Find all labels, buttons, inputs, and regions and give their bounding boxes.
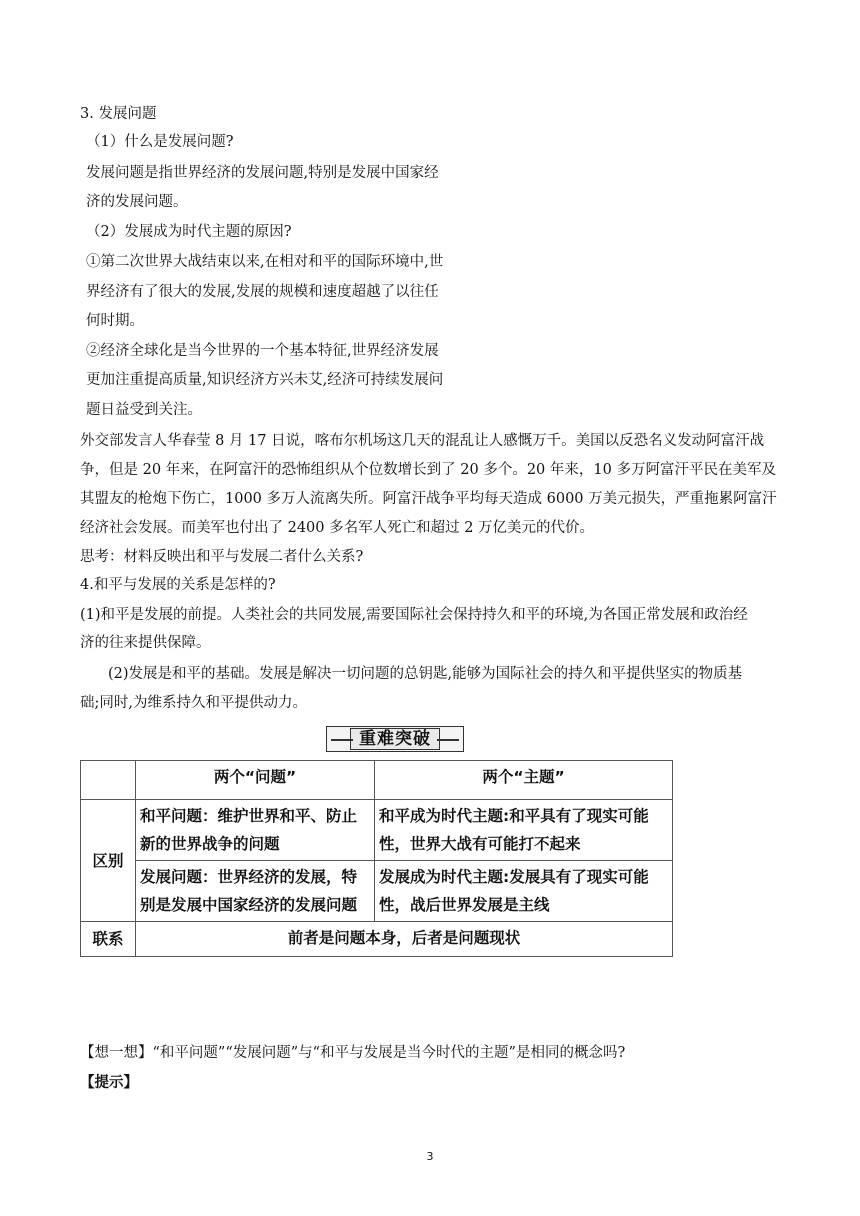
relation-title: 4.和平与发展的关系是怎样的? (80, 577, 276, 593)
point-2-line-2: 更加注重提高质量,知识经济方兴未艾,经济可持续发展问 (86, 372, 444, 388)
material-line-1: 外交部发言人华春莹 8 月 17 日说，喀布尔机场这几天的混乱让人感慨万千。美国以反恐名义发动阿富汗战 (80, 433, 765, 449)
point-1-line-2: 界经济有了很大的发展,发展的规模和速度超越了以往任 (86, 284, 439, 300)
relation-p1-line-1: (1)和平是发展的前提。人类社会的共同发展,需要国际社会保持持久和平的环境,为各国正常发展和政治经 (80, 607, 748, 623)
comparison-table (80, 760, 673, 957)
banner-right-rule (437, 739, 459, 741)
table-row (81, 800, 673, 861)
question-2: （2）发展成为时代主题的原因? (86, 224, 292, 240)
material-line-3: 其盟友的枪炮下伤亡，1000 多万人流离失所。阿富汗战争平均每天造成 6000 万美元损失，严重拖累阿富汗 (80, 491, 777, 507)
table-row (81, 922, 673, 957)
development-problem-cell: 发展问题：世界经济的发展，特别是发展中国家经济的发展问题 (136, 861, 375, 922)
banner-label: 重难突破 (350, 728, 440, 750)
table-header-problems: 两个“问题” (136, 761, 375, 800)
relation-p2-line-2: 础;同时,为维系持久和平提供动力。 (80, 695, 307, 711)
material-line-4: 经济社会发展。而美军也付出了 2400 多名军人死亡和超过 2 万亿美元的代价。 (80, 520, 595, 536)
answer-1-line-2: 济的发展问题。 (86, 194, 188, 210)
question-1: （1）什么是发展问题? (86, 134, 234, 150)
point-1-line-3: 何时期。 (86, 313, 144, 329)
section-title: 3. 发展问题 (80, 106, 157, 122)
answer-1-line-1: 发展问题是指世界经济的发展问题,特别是发展中国家经 (86, 165, 439, 181)
relation-p2-line-1: (2)发展是和平的基础。发展是解决一切问题的总钥匙,能够为国际社会的持久和平提供坚实的物质基 (108, 666, 743, 682)
relation-p1-line-2: 济的往来提供保障。 (80, 635, 211, 651)
point-1-line-1: ①第二次世界大战结束以来,在相对和平的国际环境中,世 (86, 254, 444, 270)
banner-left-rule (331, 739, 353, 741)
difference-label: 区别 (81, 800, 136, 922)
peace-problem-cell: 和平问题：维护世界和平、防止新的世界战争的问题 (136, 800, 375, 861)
connection-cell: 前者是问题本身，后者是问题现状 (136, 922, 673, 957)
point-2-line-3: 题日益受到关注。 (86, 402, 202, 418)
development-theme-cell: 发展成为时代主题:发展具有了现实可能性，战后世界发展是主线 (375, 861, 673, 922)
consider-question: 【想一想】“和平问题”“发展问题”与“和平与发展是当今时代的主题”是相同的概念吗? (80, 1045, 626, 1061)
point-2-line-1: ②经济全球化是当今世界的一个基本特征,世界经济发展 (86, 343, 439, 359)
hint-label: 【提示】 (80, 1074, 138, 1091)
section-banner (326, 726, 464, 752)
peace-theme-cell: 和平成为时代主题:和平具有了现实可能性，世界大战有可能打不起来 (375, 800, 673, 861)
table-row (81, 861, 673, 922)
think-question: 思考：材料反映出和平与发展二者什么关系? (80, 549, 364, 565)
table-header-themes: 两个“主题” (375, 761, 673, 800)
connection-label: 联系 (81, 922, 136, 957)
table-header-blank (81, 761, 136, 800)
table-header-row (81, 761, 673, 800)
material-line-2: 争，但是 20 年来，在阿富汗的恐怖组织从个位数增长到了 20 多个。20 年来，10 多万阿富汗平民在美军及 (80, 462, 776, 478)
page-number: 3 (426, 1150, 434, 1163)
